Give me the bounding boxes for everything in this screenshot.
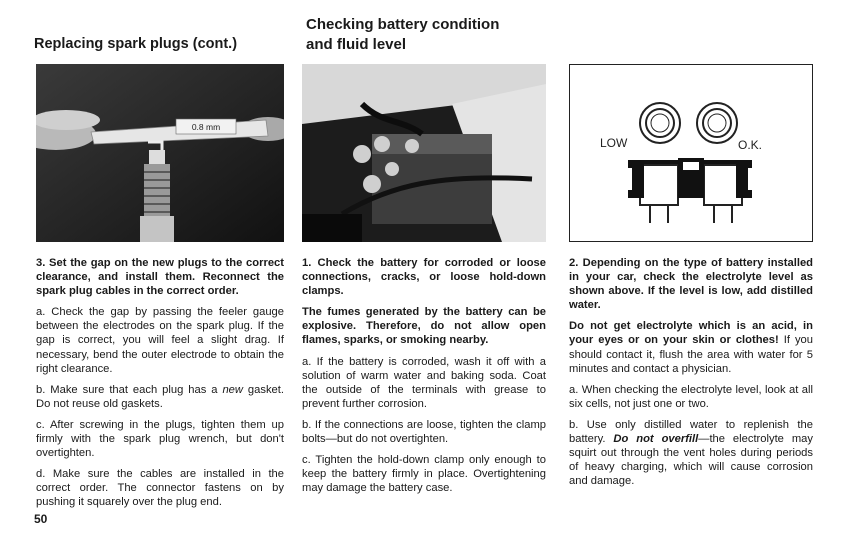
electrolyte-level-diagram <box>569 64 813 242</box>
acid-warning-bold: Do not get electrolyte which is an acid, in your eyes or on your skin or clothes! <box>569 320 813 347</box>
step-3b <box>36 383 284 411</box>
spark-plug-gap-photo <box>36 64 284 242</box>
heading-line-1: Checking battery condition <box>306 16 500 33</box>
step-1b: b. If the connections are loose, tighten the clamp bolts—but do not overtighten. <box>302 418 546 446</box>
section-heading-battery <box>306 15 499 55</box>
step-1a: a. If the battery is corroded, wash it off with a solution of warm water and baking soda. Coat the outside of the terminals with grease to prevent further corrosion. <box>302 355 546 410</box>
step-3b-text-end: gasket. Do not reuse old gaskets. <box>36 383 284 410</box>
step-3: 3. Set the gap on the new plugs to the correct clearance, and install them. Reconnect the spark plug cables in the correct order. <box>36 257 284 298</box>
step-3b-emphasis: new <box>222 383 243 396</box>
acid-warning <box>569 319 813 375</box>
step-2: 2. Depending on the type of battery installed in your car, check the electrolyte level as shown above. If the level is low, add distilled water. <box>569 257 813 312</box>
step-3d: d. Make sure the cables are installed in the correct order. The connector fastens on by pushing it squarely over the plug end. <box>36 468 284 509</box>
ok-label: O.K. <box>738 138 763 152</box>
page-number: 50 <box>34 512 48 526</box>
step-2a: a. When checking the electrolyte level, look at all six cells, not just one or two. <box>569 383 813 410</box>
step-2b <box>569 418 813 488</box>
step-3c: c. After screwing in the plugs, tighten them up firmly with the spark plug wrench, but don't overtighten. <box>36 418 284 460</box>
battery-check-text <box>302 256 546 502</box>
fumes-warning: The fumes generated by the battery can be explosive. Therefore, do not allow open flames, sparks, or smoking nearby. <box>302 306 546 347</box>
step-1c: c. Tighten the hold-down clamp only enough to keep the battery firmly in place. Overtightening may damage the battery case. <box>302 454 546 495</box>
gauge-label: 0.8 mm <box>191 122 221 132</box>
battery-photo <box>302 64 546 242</box>
heading-line-2: and fluid level <box>306 36 407 53</box>
step-2b-emphasis: Do not overfill <box>613 433 699 446</box>
battery-illustration <box>302 64 546 242</box>
step-2b-text-end: —the electrolyte may squirt out through the vent holes during periods of heavy charging, which will cause corrosion and damage. <box>569 433 813 488</box>
step-1: 1. Check the battery for corroded or loose connections, cracks, or loose hold-down clamps. <box>302 257 546 298</box>
electrolyte-text <box>569 256 813 495</box>
step-2b-text: b. Use only distilled water to replenish the battery. <box>569 418 813 446</box>
spark-plug-illustration <box>36 64 284 242</box>
section-heading-spark-plugs: Replacing spark plugs (cont.) <box>34 36 238 52</box>
step-3a: a. Check the gap by passing the feeler gauge between the electrodes on the spark plug. If the gap is correct, you will feel a slight drag. If necessary, bend the outer electrode to obtain the right clearance. <box>36 306 284 375</box>
spark-plugs-text <box>36 256 284 517</box>
acid-warning-rest: If you should contact it, flush the area with water for 5 minutes and contact a physician. <box>569 334 813 375</box>
low-label: LOW <box>600 136 628 150</box>
step-3b-text: b. Make sure that each plug has a <box>36 383 223 396</box>
electrolyte-level-illustration <box>570 65 811 240</box>
